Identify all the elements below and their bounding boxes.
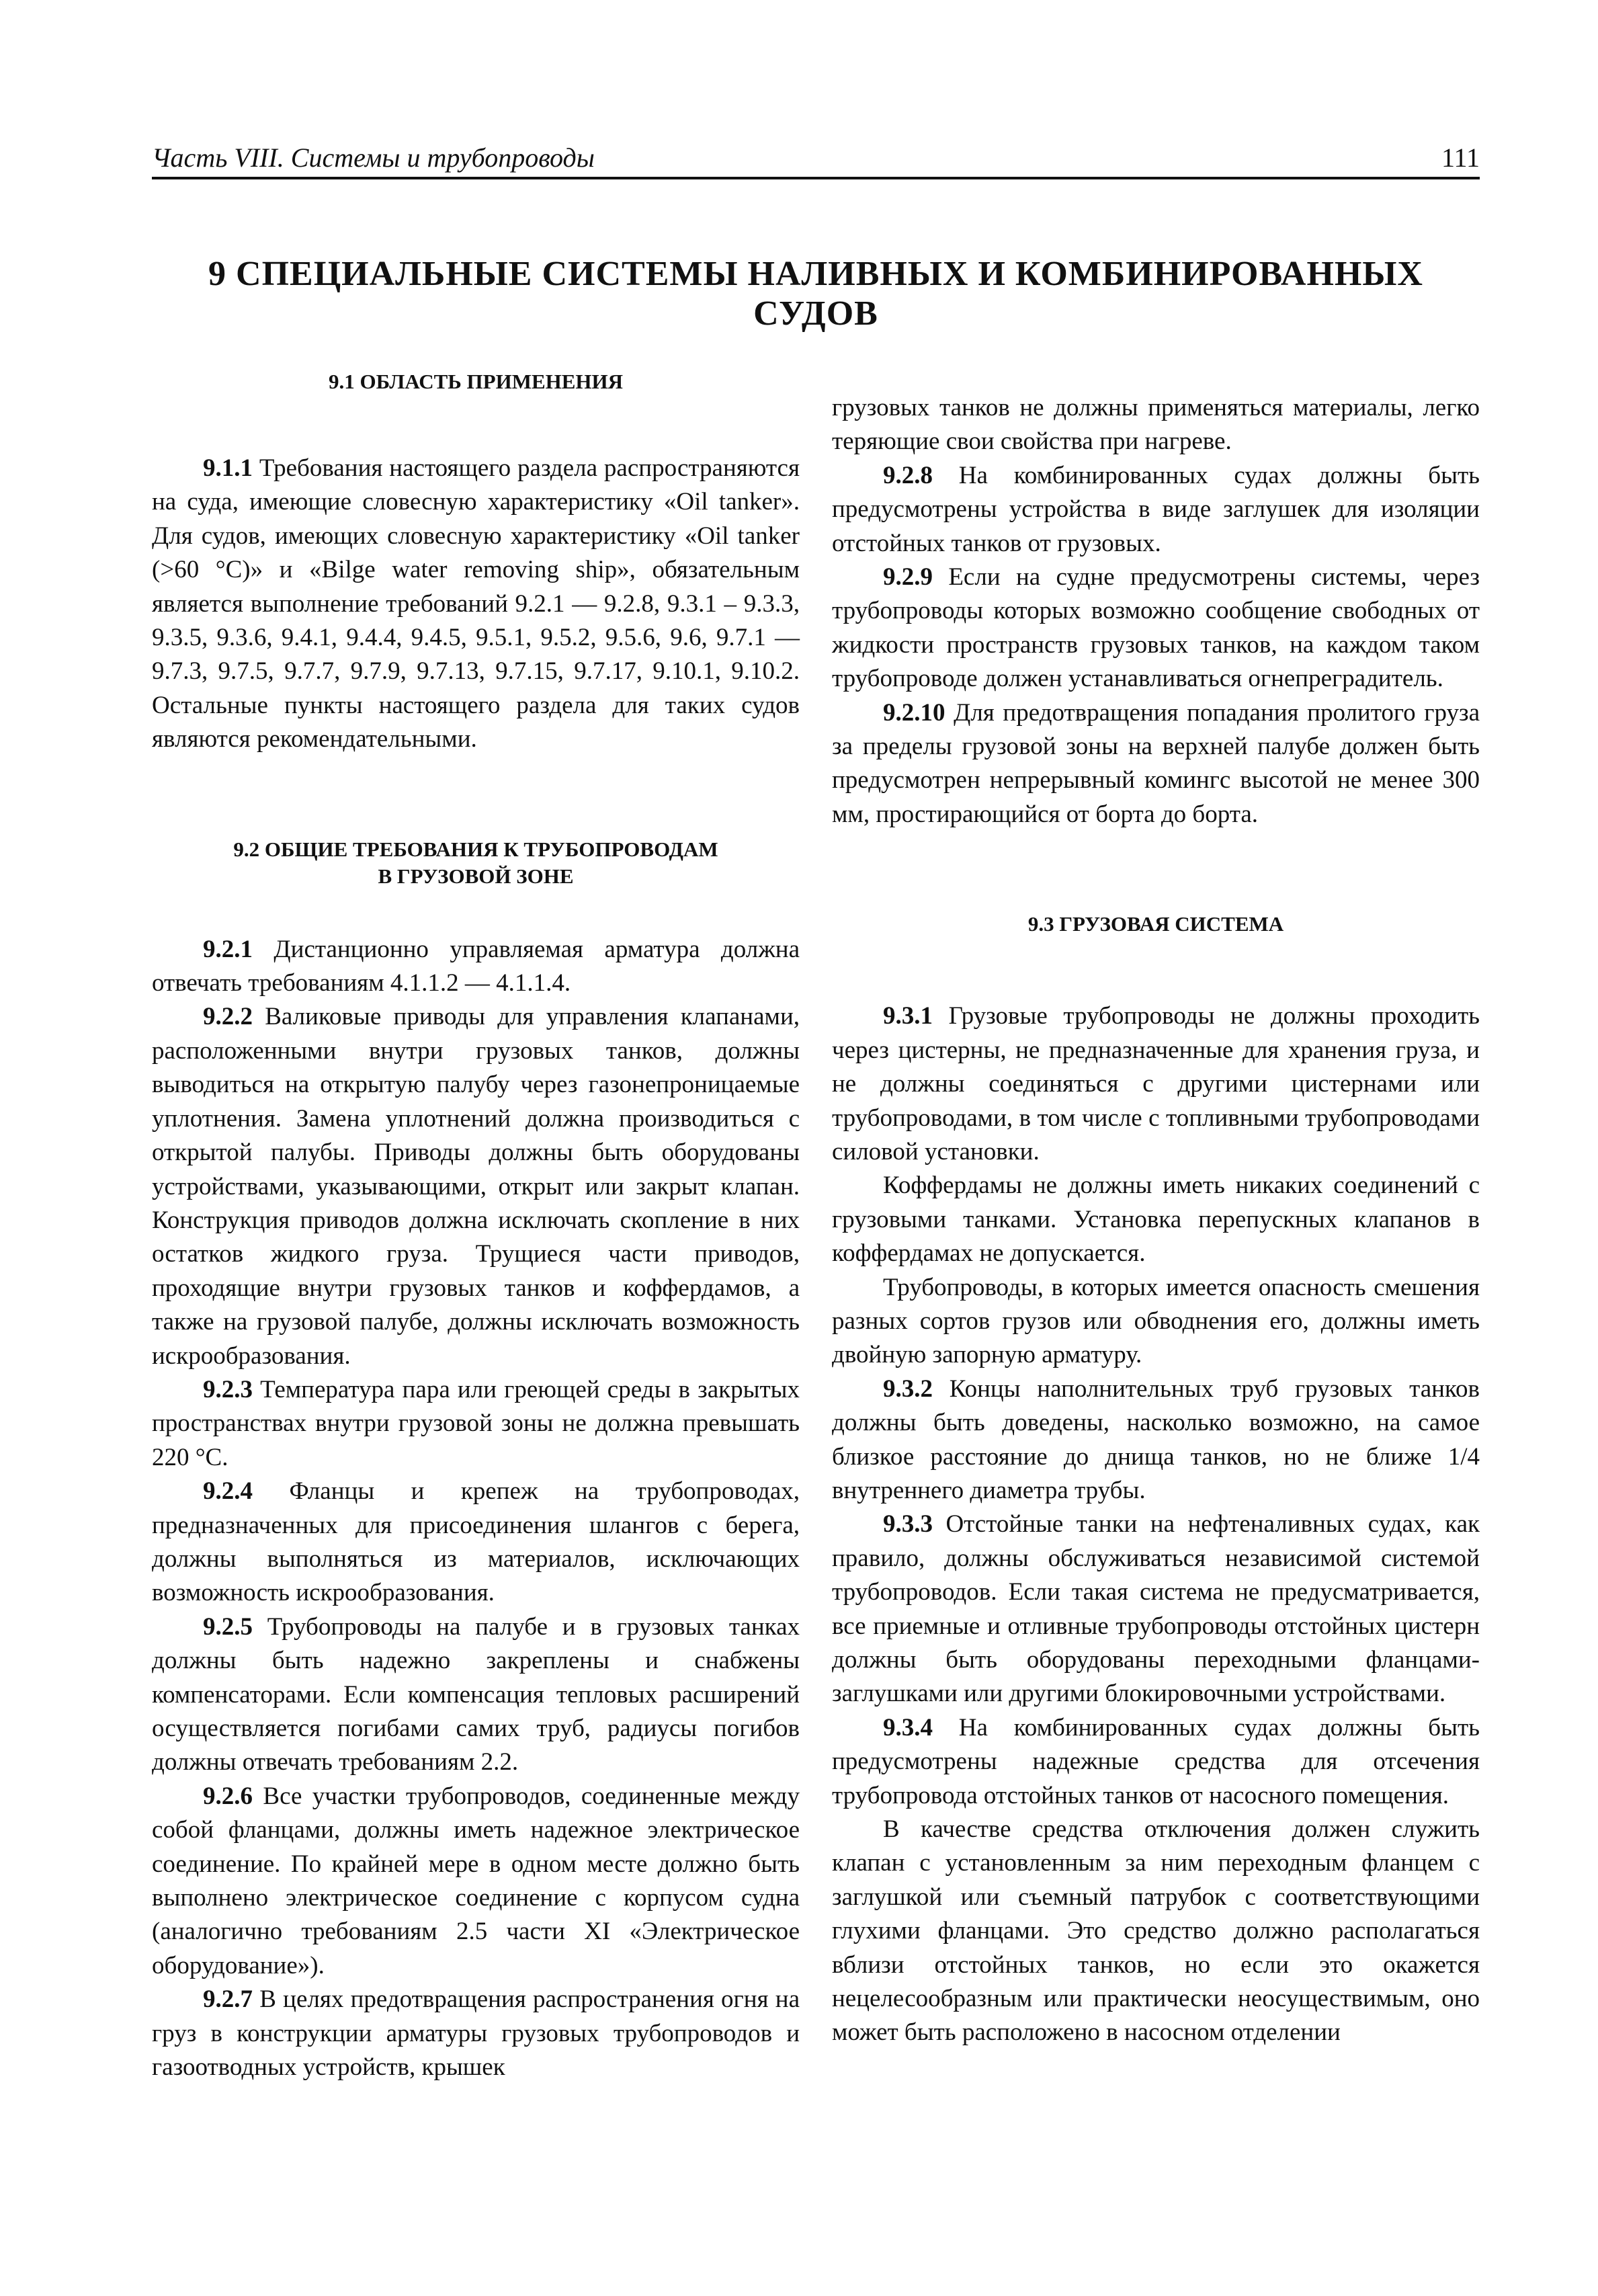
section-heading-9-3: 9.3 ГРУЗОВАЯ СИСТЕМА <box>1027 912 1284 936</box>
section-heading-line: В ГРУЗОВОЙ ЗОНЕ <box>378 864 574 888</box>
page-header <box>152 138 1480 179</box>
paragraph-text: Все участки трубопроводов, соединенные между собой фланцами, должны иметь надежное электрическое соединение. По крайней мере в одном месте должно быть выполнено электрическое соединение с корпусом судна (аналогично требованиям 2.5 части XI «Электрическое оборудование»). <box>152 1782 800 1979</box>
paragraph-text: В целях предотвращения распространения огня на груз в конструкции арматуры грузовых трубопроводов и газоотводных устройств, крышек <box>152 1985 800 2082</box>
clause-number: 9.2.8 <box>883 461 933 489</box>
paragraph-9-2-10 <box>832 696 1480 832</box>
paragraph-text: На комбинированных судах должны быть предусмотрены устройства в виде заглушек для изоляции отстойных танков от грузовых. <box>832 461 1480 557</box>
clause-number: 9.2.5 <box>203 1612 253 1641</box>
paragraph-9-3-3 <box>832 1508 1480 1711</box>
paragraph-9-2-9 <box>832 561 1480 696</box>
paragraph-9-3-1-double-valves: Трубопроводы, в которых имеется опасность смешения разных сортов грузов или обводнения его, должны иметь двойную запорную арматуру. <box>832 1273 1480 1369</box>
paragraph-9-1-1 <box>152 452 800 757</box>
paragraph-text: Валиковые приводы для управления клапанами, расположенными внутри грузовых танков, должны выводиться на открытую палубу через газонепроницаемые уплотнения. Замена уплотнений должна производиться с открытой палубы. Приводы должны быть оборудованы устройствами, указывающими, открыт или закрыт клапан. Конструкция приводов должна исключать скопление в них остатков жидкого груза. Трущиеся части приводов, проходящие внутри грузовых танков и коффердамов, а также на грузовой палубе, должны исключать возможность искрообразования. <box>152 1003 800 1370</box>
paragraph-continuation: грузовых танков не должны применяться материалы, легко теряющие свои свойства при нагреве. <box>832 394 1480 456</box>
left-column <box>152 368 800 2084</box>
paragraph-9-2-1 <box>152 933 800 1001</box>
clause-number: 9.2.6 <box>203 1782 253 1810</box>
section-heading-line: 9.2 ОБЩИЕ ТРЕБОВАНИЯ К ТРУБОПРОВОДАМ <box>233 837 718 861</box>
clause-number: 9.3.1 <box>883 1002 933 1030</box>
paragraph-9-3-4-means: В качестве средства отключения должен служить клапан с установленным за ним переходным фланцем с заглушкой или съемный патрубок с соответствующими глухими фланцами. Это средство должно располагаться вблизи отстойных танков, но если это окажется нецелесообразным или практически неосуществимым, оно может быть расположено в насосном отделении <box>832 1815 1480 2047</box>
paragraph-text: Концы наполнительных труб грузовых танков должны быть доведены, насколько возможно, на самое близкое расстояние до днища танков, но не ближе 1/4 внутреннего диаметра трубы. <box>832 1375 1480 1504</box>
paragraph-text: На комбинированных судах должны быть предусмотрены надежные средства для отсечения трубопровода отстойных танков от насосного помещения. <box>832 1713 1480 1809</box>
running-title: Часть VIII. Системы и трубопроводы <box>152 142 595 173</box>
paragraph-9-2-6 <box>152 1780 800 1983</box>
clause-number: 9.3.3 <box>883 1510 933 1539</box>
paragraph-9-2-4 <box>152 1475 800 1610</box>
paragraph-9-2-5 <box>152 1610 800 1780</box>
section-heading-9-1: 9.1 ОБЛАСТЬ ПРИМЕНЕНИЯ <box>328 370 624 393</box>
paragraph-text: Отстойные танки на нефтеналивных судах, как правило, должны обслуживаться независимой системой трубопроводов. Если такая система не предусматривается, все приемные и отливные трубопроводы отстойных цистерн должны быть оборудованы переходными фланцами-заглушками или другими блокировочными устройствами. <box>832 1510 1480 1708</box>
clause-number: 9.3.4 <box>883 1713 933 1741</box>
paragraph-9-2-2 <box>152 1000 800 1372</box>
clause-number: 9.2.9 <box>883 563 933 591</box>
paragraph-text: Если на судне предусмотрены системы, через трубопроводы которых возможно сообщение свободных от жидкости пространств грузовых танков, на каждом таком трубопроводе должен устанавливаться огнепреградитель. <box>832 563 1480 693</box>
page-number: 111 <box>1441 142 1480 173</box>
paragraph-text: Дистанционно управляемая арматура должна отвечать требованиям 4.1.1.2 — 4.1.1.4. <box>152 935 800 997</box>
paragraph-9-2-7 <box>152 1983 800 2084</box>
clause-number: 9.2.3 <box>203 1375 253 1403</box>
paragraph-9-3-1-cofferdams: Коффердамы не должны иметь никаких соединений с грузовыми танками. Установка перепускных клапанов в коффердамах не допускается. <box>832 1172 1480 1268</box>
clause-number: 9.1.1 <box>203 454 253 482</box>
paragraph-9-2-3 <box>152 1373 800 1475</box>
paragraph-text: Для предотвращения попадания пролитого груза за пределы грузовой зоны на верхней палубе должен быть предусмотрен непрерывный комингс высотой не менее 300 мм, простирающийся от борта до борта. <box>832 698 1480 828</box>
clause-number: 9.2.10 <box>883 698 945 727</box>
paragraph-text: Температура пара или греющей среды в закрытых пространствах внутри грузовой зоны не должна превышать 220 °C. <box>152 1375 800 1471</box>
clause-number: 9.2.1 <box>203 935 253 963</box>
clause-number: 9.2.2 <box>203 1003 253 1031</box>
paragraph-text: Фланцы и крепеж на трубопроводах, предназначенных для присоединения шлангов с берега, должны выполняться из материалов, исключающих возможность искрообразования. <box>152 1477 800 1607</box>
paragraph-text: Грузовые трубопроводы не должны проходить через цистерны, не предназначенные для хранения груза, и не должны соединяться с другими цистернами или трубопроводами, в том числе с топливными трубопроводами силовой установки. <box>832 1002 1480 1165</box>
chapter-title: 9 СПЕЦИАЛЬНЫЕ СИСТЕМЫ НАЛИВНЫХ И КОМБИНИРОВАННЫХ СУДОВ <box>208 255 1423 333</box>
paragraph-9-3-2 <box>832 1372 1480 1508</box>
clause-number: 9.3.2 <box>883 1375 933 1403</box>
paragraph-text: Трубопроводы на палубе и в грузовых танках должны быть надежно закреплены и снабжены компенсаторами. Если компенсация тепловых расширений осуществляется погибами самих труб, радиусы погибов должны отвечать требованиям 2.2. <box>152 1612 800 1776</box>
right-column <box>832 391 1480 2050</box>
clause-number: 9.2.4 <box>203 1477 253 1506</box>
section-heading-9-2 <box>152 836 800 890</box>
paragraph-9-3-4 <box>832 1711 1480 1813</box>
paragraph-9-2-8 <box>832 459 1480 561</box>
clause-number: 9.2.7 <box>203 1985 253 2014</box>
paragraph-9-3-1 <box>832 999 1480 1169</box>
paragraph-text: Требования настоящего раздела распространяются на суда, имеющие словесную характеристику «Oil tanker». Для судов, имеющих словесную характеристику «Oil tanker (>60 °C)» и «Bilge water removing ship», обязательным является выполнение требований 9.2.1 — 9.2.8, 9.3.1 – 9.3.3, 9.3.5, 9.3.6, 9.4.1, 9.4.4, 9.4.5, 9.5.1, 9.5.2, 9.5.6, 9.6, 9.7.1 — 9.7.3, 9.7.5, 9.7.7, 9.7.9, 9.7.13, 9.7.15, 9.7.17, 9.10.1, 9.10.2. Остальные пункты настоящего раздела для таких судов являются рекомендательными. <box>152 454 800 753</box>
